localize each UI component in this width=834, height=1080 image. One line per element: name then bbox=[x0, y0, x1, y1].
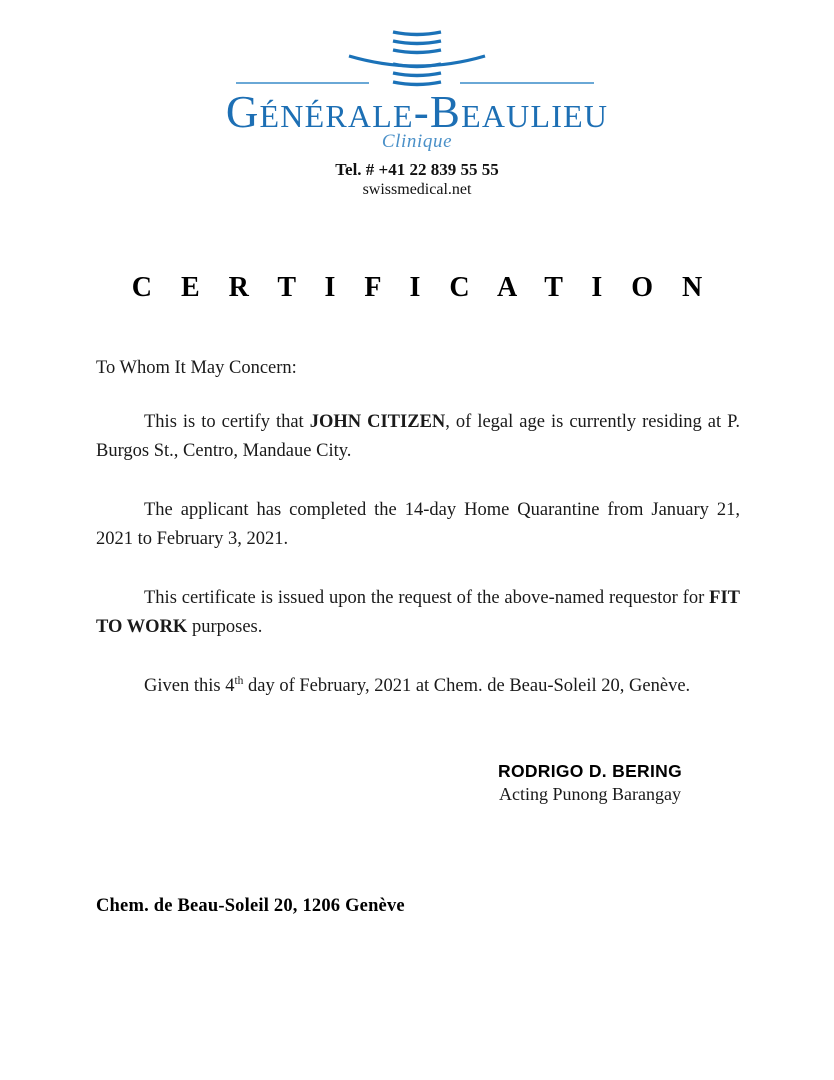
signature-block bbox=[420, 760, 760, 806]
clinic-subtitle: Clinique bbox=[381, 131, 453, 152]
certify-text-before: This is to certify that bbox=[144, 412, 310, 432]
clinic-name: Générale-Beaulieu bbox=[225, 87, 609, 137]
clinic-stacked-bars-emblem-icon bbox=[347, 28, 487, 90]
letterhead bbox=[0, 0, 834, 198]
clinic-website: swissmedical.net bbox=[362, 181, 472, 198]
page-title: C E R T I F I C A T I O N bbox=[131, 272, 714, 303]
clinic-telephone: Tel. # +41 22 839 55 55 bbox=[335, 160, 499, 179]
given-text-before: Given this bbox=[144, 676, 226, 696]
purpose-text-after: purposes. bbox=[187, 617, 263, 637]
purpose-text-before: This certificate is issued upon the request of the above-named requestor for bbox=[144, 588, 710, 608]
paragraph-certify-residence bbox=[96, 408, 740, 466]
paragraph-quarantine-completion: The applicant has completed the 14-day Home Quarantine from January 21, 2021 to February 3, 2021. bbox=[96, 500, 740, 549]
certify-text-after: , of legal age is currently residing at P. Burgos St., Centro, Mandaue City. bbox=[96, 412, 740, 461]
footer-address: Chem. de Beau-Soleil 20, 1206 Genève bbox=[96, 896, 405, 916]
signatory-name: RODRIGO D. BERING bbox=[498, 761, 682, 781]
paragraph-purpose bbox=[96, 584, 740, 642]
logo-area bbox=[0, 0, 834, 96]
given-text-after: day of February, 2021 at Chem. de Beau-Soleil 20, Genève. bbox=[243, 676, 691, 696]
given-day-ordinal-suffix: th bbox=[234, 674, 244, 687]
signatory-role: Acting Punong Barangay bbox=[499, 784, 681, 804]
purpose-highlight: FIT TO WORK bbox=[96, 588, 740, 637]
paragraph-given-date bbox=[96, 672, 740, 701]
given-day-number: 4 bbox=[225, 676, 235, 696]
certified-person-name: JOHN CITIZEN bbox=[309, 412, 446, 432]
document-body bbox=[96, 354, 740, 701]
salutation: To Whom It May Concern: bbox=[96, 358, 297, 378]
